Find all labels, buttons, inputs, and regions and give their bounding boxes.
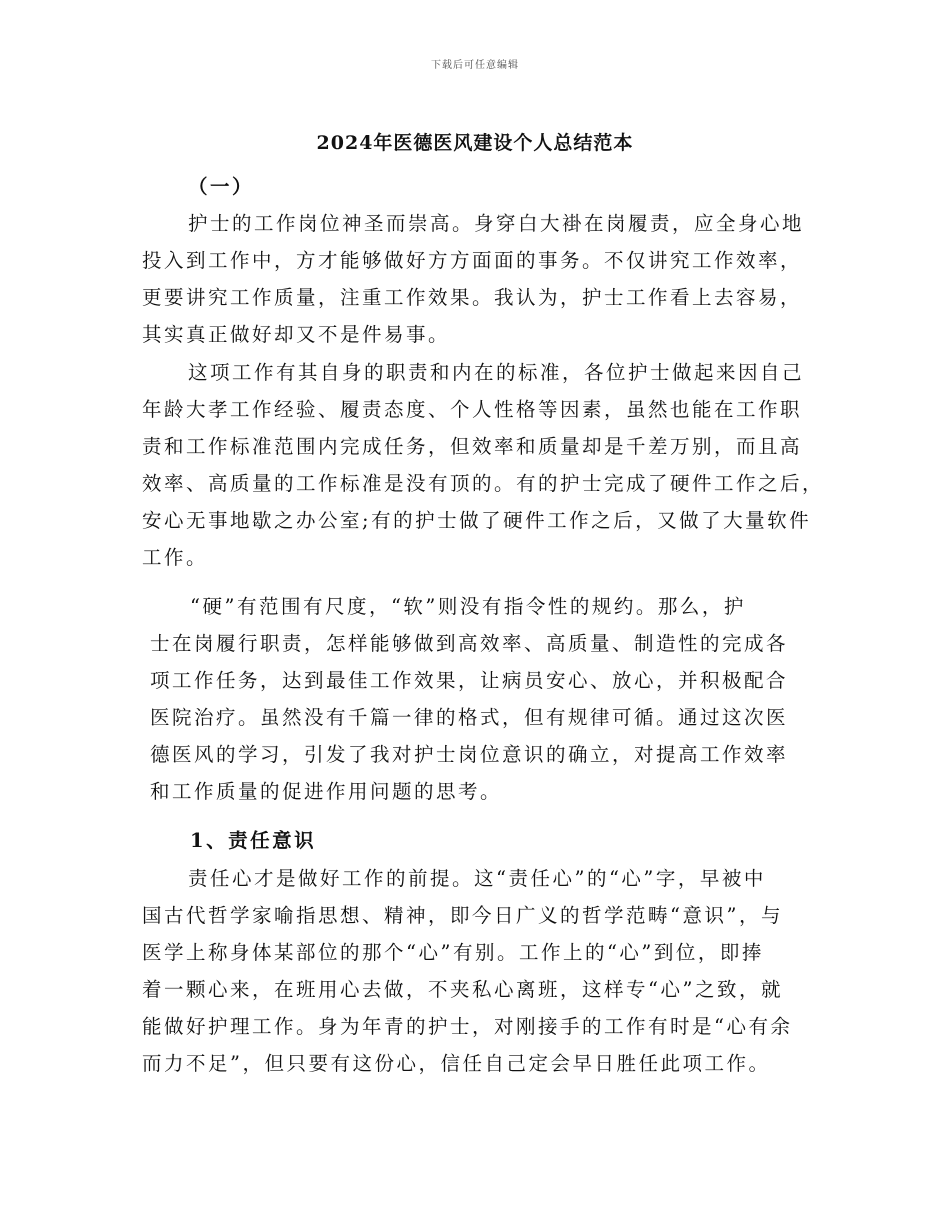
paragraph-3-line-2: 士在岗履行职责，怎样能够做到高效率、高质量、制造性的完成各 (150, 632, 789, 655)
paragraph-1-line-2: 投入到工作中，方才能够做好方方面面的事务。不仅讲究工作效率， (142, 249, 803, 272)
paragraph-4-line-1: 责任心才是做好工作的前提。这“责任心”的“心”字，早被中 (188, 867, 766, 890)
paragraph-2-line-5: 安心无事地歇之办公室;有的护士做了硬件工作之后，又做了大量软件 (142, 509, 812, 532)
paragraph-3-line-6: 和工作质量的促进作用问题的思考。 (150, 780, 503, 803)
paragraph-4-line-3: 医学上称身体某部位的那个“心”有别。工作上的“心”到位，即捧 (142, 941, 764, 964)
paragraph-3-line-4: 医院治疗。虽然没有千篇一律的格式，但有规律可循。通过这次医 (150, 706, 789, 729)
paragraph-2-line-2: 年龄大孝工作经验、履责态度、个人性格等因素，虽然也能在工作职 (142, 398, 803, 421)
paragraph-1-line-1: 护士的工作岗位神圣而崇高。身穿白大褂在岗履责，应全身心地 (188, 212, 805, 235)
paragraph-2-line-3: 责和工作标准范围内完成任务，但效率和质量却是千差万别，而且高 (142, 435, 803, 458)
paragraph-4-line-4: 着一颗心来，在班用心去做，不夹私心离班，这样专“心”之致，就 (142, 978, 783, 1001)
paragraph-4-line-5: 能做好护理工作。身为年青的护士，对刚接手的工作有时是“心有余 (142, 1015, 793, 1038)
paragraph-3-line-3: 项工作任务，达到最佳工作效果，让病员安心、放心，并积极配合 (150, 669, 789, 692)
paragraph-2-line-6: 工作。 (142, 546, 209, 569)
header-note: 下载后可任意编辑 (431, 60, 519, 71)
paragraph-3-line-5: 德医风的学习，引发了我对护士岗位意识的确立，对提高工作效率 (150, 743, 789, 766)
paragraph-1-line-4: 其实真正做好却又不是件易事。 (142, 323, 451, 346)
paragraph-4-line-6: 而力不足”，但只要有这份心，信任自己定会早日胜任此项工作。 (142, 1052, 771, 1075)
paragraph-3-line-1: “硬”有范围有尺度，“软”则没有指令性的规约。那么，护 (190, 595, 746, 618)
paragraph-4-line-2: 国古代哲学家喻指思想、精神，即今日广义的哲学范畴“意识”，与 (142, 904, 783, 927)
paragraph-2-line-1: 这项工作有其自身的职责和内在的标准，各位护士做起来因自己 (188, 361, 805, 384)
paragraph-2-line-4: 效率、高质量的工作标准是没有顶的。有的护士完成了硬件工作之后， (142, 472, 825, 495)
section-label: （一） (188, 175, 255, 198)
paragraph-1-line-3: 更要讲究工作质量，注重工作效果。我认为，护士工作看上去容易， (142, 286, 803, 309)
subheading-responsibility: 1、责任意识 (190, 829, 317, 852)
document-title: 2024年医德医风建设个人总结范本 (316, 132, 634, 154)
